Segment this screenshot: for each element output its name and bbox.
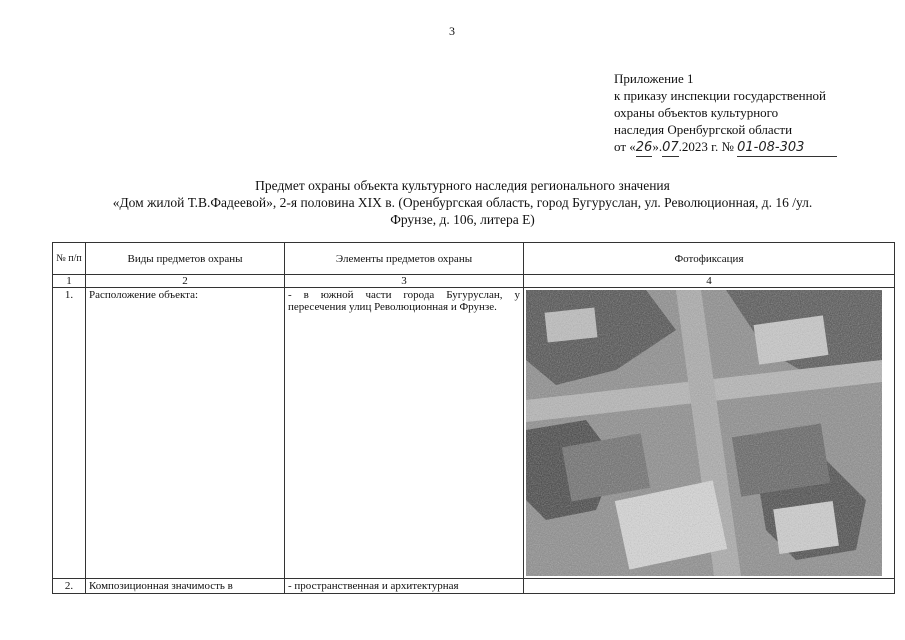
order-number: 01-08-303 bbox=[737, 139, 837, 157]
row-type: Расположение объекта: bbox=[86, 288, 285, 579]
table-row bbox=[53, 288, 895, 579]
date-year: .2023 г. № bbox=[678, 139, 734, 154]
document-title bbox=[60, 177, 865, 228]
row-type: Композиционная значимость в bbox=[86, 579, 285, 594]
column-number: 4 bbox=[524, 275, 895, 288]
date-mid: ». bbox=[652, 139, 663, 154]
header-number: № п/п bbox=[53, 243, 86, 275]
table-header-row bbox=[53, 243, 895, 275]
column-number: 3 bbox=[285, 275, 524, 288]
column-number: 2 bbox=[86, 275, 285, 288]
header-photo: Фотофиксация bbox=[524, 243, 895, 275]
date-prefix: от « bbox=[614, 139, 636, 154]
date-month: 07 bbox=[662, 140, 679, 155]
appendix-block bbox=[614, 70, 837, 157]
row-number: 1. bbox=[53, 288, 86, 579]
page-number: 3 bbox=[449, 24, 455, 38]
header-elements: Элементы предметов охраны bbox=[285, 243, 524, 275]
row-number: 2. bbox=[53, 579, 86, 594]
appendix-date-line bbox=[614, 138, 837, 157]
table-row bbox=[53, 579, 895, 594]
row-elements: - пространственная и архитектурная bbox=[285, 579, 524, 594]
appendix-line-4: наследия Оренбургской области bbox=[614, 122, 793, 137]
aerial-photo bbox=[526, 290, 882, 576]
row-elements: - в южной части города Бугуруслан, у пересечения улиц Революционная и Фрунзе. bbox=[285, 288, 524, 579]
title-line-2: «Дом жилой Т.В.Фадеевой», 2-я половина XIX в. (Оренбургская область, город Бугуруслан, ул. Революционная, д. 16 /ул. bbox=[112, 195, 813, 210]
appendix-line-1: Приложение 1 bbox=[614, 71, 694, 86]
row-photo-cell bbox=[524, 288, 895, 579]
title-line-3: Фрунзе, д. 106, литера Е) bbox=[390, 212, 535, 227]
column-number-row bbox=[53, 275, 895, 288]
column-number: 1 bbox=[53, 275, 86, 288]
row-photo-cell bbox=[524, 579, 895, 594]
appendix-line-3: охраны объектов культурного bbox=[614, 105, 779, 120]
protection-table bbox=[52, 242, 895, 594]
header-type: Виды предметов охраны bbox=[86, 243, 285, 275]
appendix-line-2: к приказу инспекции государственной bbox=[614, 88, 826, 103]
date-day: 26 bbox=[635, 140, 653, 155]
title-line-1: Предмет охраны объекта культурного наследия регионального значения bbox=[255, 178, 670, 193]
